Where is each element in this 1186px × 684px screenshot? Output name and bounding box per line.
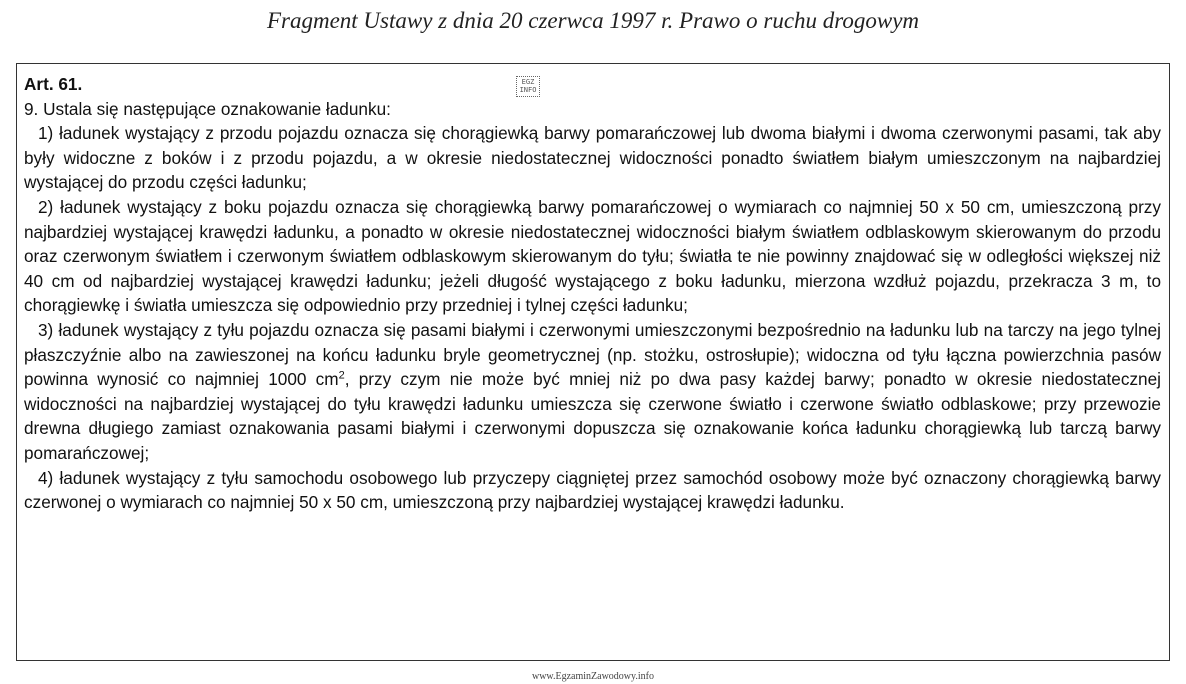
footer-url: www.EgzaminZawodowy.info <box>531 671 654 682</box>
watermark-logo: EGZ INFO <box>516 76 540 97</box>
article-point-2-text: 2) ładunek wystający z boku pojazdu oznacza się chorągiewką barwy pomarańczowej o wymiarach co najmniej 50 x 50 cm, umieszczoną przy najbardziej wystającej krawędzi ładunku, a ponadto w okresie niedostatecznej widoczności białym światłem odblaskowym skierowanym do przodu oraz czerwonym światłem i czerwonym światłem odblaskowym skierowanym do tyłu; światła te nie powinny znajdować się w odległości większej niż 40 cm od najbardziej wystającej krawędzi ładunku; jeżeli długość wystającego z boku ładunku, mierzona wzdłuż pojazdu, przekracza 3 m, to chorągiewkę i światła umieszcza się odpowiednio przy przedniej i tylnej części ładunku; <box>24 196 1161 316</box>
article-point-3-text-before: 3) ładunek wystający z tyłu pojazdu oznacza się pasami białymi i czerwonymi umieszczonymi bezpośrednio na ładunku lub na tarczy na jego tylnej płaszczyźnie albo na zawieszonej na końcu ładunku bryle geometrycznej (np. stożku, ostrosłupie); widoczna od tyłu łączna powierzchnia pasów powinna wynosić co najmniej 1000 cm <box>24 319 1161 390</box>
article-point-3-text-after: , przy czym nie może być mniej niż po dwa pasy każdej barwy; ponadto w okresie niedostatecznej widoczności na najbardziej wystającej do tyłu krawędzi ładunku umieszcza się czerwone światło i czerwone światło odblaskowe; przy przewozie drewna długiego zamiast oznakowania pasami białymi i czerwonymi dopuszcza się oznakowanie końca ładunku chorągiewką lub tarczą barwy pomarańczowej; <box>24 369 1161 463</box>
article-point-4 <box>24 466 1161 515</box>
article-heading: Art. 61. <box>24 74 83 94</box>
article-point-3 <box>24 318 1161 466</box>
page-title: Fragment Ustawy z dnia 20 czerwca 1997 r. Prawo o ruchu drogowym <box>266 8 920 33</box>
article-frame <box>16 63 1170 661</box>
article-point-2 <box>24 195 1161 318</box>
article-point-1-text: 1) ładunek wystający z przodu pojazdu oznacza się chorągiewką barwy pomarańczowej lub dwoma białymi i dwoma czerwonymi pasami, tak aby były widoczne z boków i z przodu pojazdu, a w okresie niedostatecznej widoczności ponadto światłem białym umieszczonym na najbardziej wystającej do przodu części ładunku; <box>24 123 1161 193</box>
superscript-squared: 2 <box>338 369 345 382</box>
article-intro: 9. Ustala się następujące oznakowanie ładunku: <box>24 98 391 119</box>
article-point-4-text: 4) ładunek wystający z tyłu samochodu osobowego lub przyczepy ciągniętej przez samochód osobowy może być oznaczony chorągiewką barwy czerwonej o wymiarach co najmniej 50 x 50 cm, umieszczoną przy najbardziej wystającej krawędzi ładunku. <box>24 467 1161 513</box>
article-point-1 <box>24 121 1161 195</box>
